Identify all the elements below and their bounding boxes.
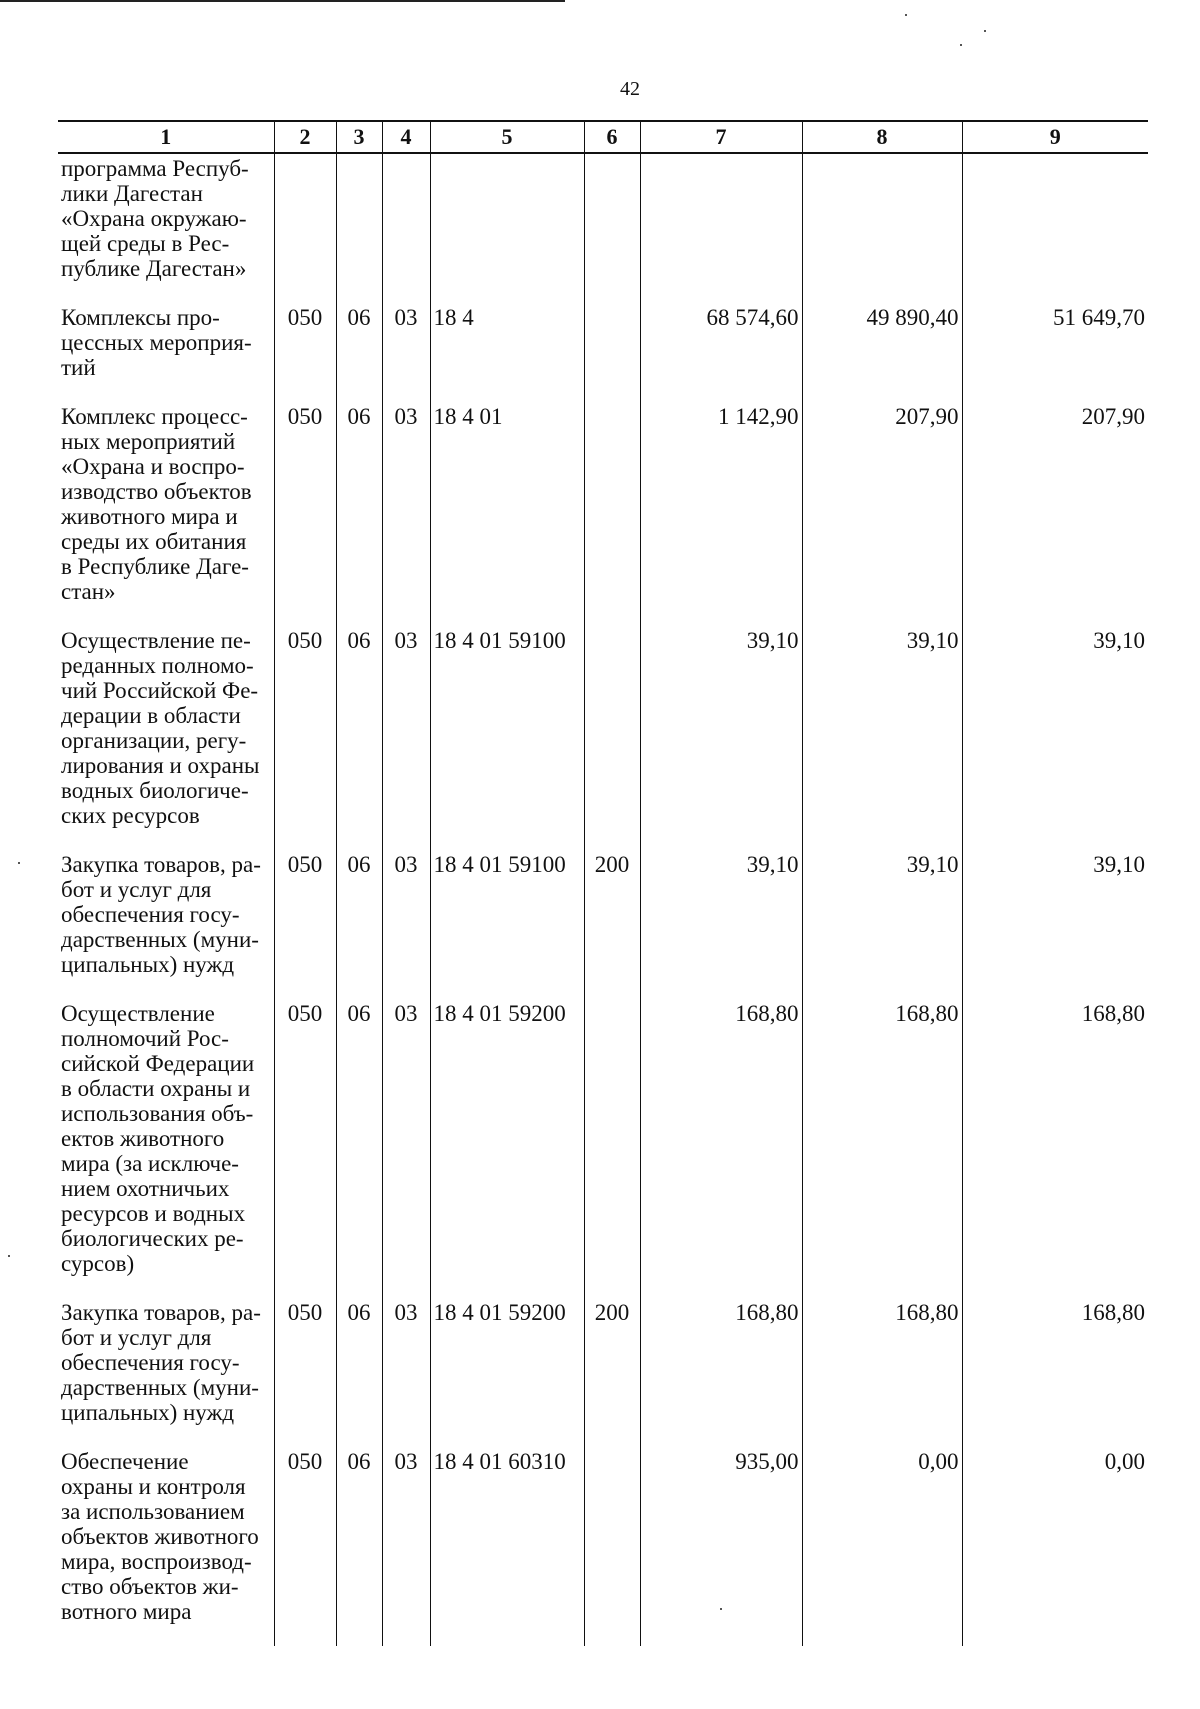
cell-c6 [584, 153, 640, 303]
table-body [58, 153, 1148, 1646]
row-name-cell: Закупка товаров, ра- бот и услуг для обеспечения госу- дарственных (муни- ципальных) нужд [61, 1300, 261, 1425]
cell-c8: 49 890,40 [802, 303, 962, 402]
cell-c2: 050 [274, 1298, 336, 1447]
cell-c3: 06 [336, 850, 382, 999]
cell-c9: 39,10 [962, 626, 1148, 850]
cell-c2: 050 [274, 850, 336, 999]
row-name-cell: программа Респуб- лики Дагестан «Охрана окружаю- щей среды в Рес- публике Дагестан» [61, 156, 249, 281]
table-row [58, 999, 1148, 1298]
cell-c4: 03 [382, 626, 430, 850]
cell-c8: 207,90 [802, 402, 962, 626]
cell-c7: 168,80 [640, 1298, 802, 1447]
cell-c4 [382, 153, 430, 303]
budget-table [58, 120, 1148, 1646]
cell-c2: 050 [274, 303, 336, 402]
header-cell: 7 [640, 121, 802, 153]
cell-c5: 18 4 01 59100 [430, 850, 584, 999]
cell-c4: 03 [382, 999, 430, 1298]
scan-speck [720, 1608, 722, 1610]
cell-c8: 39,10 [802, 626, 962, 850]
cell-c3: 06 [336, 999, 382, 1298]
row-name-cell: Комплекс процесс- ных мероприятий «Охрана и воспро- изводство объектов животного мира и среды их обитания в Республике Даге- стан» [61, 404, 252, 604]
cell-c3: 06 [336, 626, 382, 850]
scan-speck [984, 30, 986, 32]
cell-c4: 03 [382, 850, 430, 999]
cell-c8: 168,80 [802, 1298, 962, 1447]
cell-c9: 39,10 [962, 850, 1148, 999]
cell-c6 [584, 626, 640, 850]
cell-c6: 200 [584, 850, 640, 999]
cell-c3: 06 [336, 1447, 382, 1646]
header-cell: 4 [382, 121, 430, 153]
cell-c9: 168,80 [962, 999, 1148, 1298]
cell-c8 [802, 153, 962, 303]
cell-c5 [430, 153, 584, 303]
table-row [58, 626, 1148, 850]
cell-c2: 050 [274, 1447, 336, 1646]
header-cell: 5 [430, 121, 584, 153]
scan-edge-line [0, 0, 565, 2]
cell-c7: 39,10 [640, 626, 802, 850]
cell-c7: 39,10 [640, 850, 802, 999]
header-cell: 9 [962, 121, 1148, 153]
header-cell: 3 [336, 121, 382, 153]
header-cell: 2 [274, 121, 336, 153]
row-name-cell: Комплексы про- цессных мероприя- тий [61, 305, 252, 380]
cell-c9: 51 649,70 [962, 303, 1148, 402]
table-row [58, 303, 1148, 402]
scan-speck [905, 14, 907, 16]
cell-c5: 18 4 01 59200 [430, 999, 584, 1298]
table-row [58, 402, 1148, 626]
cell-c5: 18 4 01 59200 [430, 1298, 584, 1447]
scan-speck [18, 862, 20, 864]
row-name-cell: Осуществление пе- реданных полномо- чий Российской Фе- дерации в области организации, регу- лирования и охраны водных биологиче- ских ресурсов [61, 628, 260, 828]
cell-c6 [584, 303, 640, 402]
header-cell: 8 [802, 121, 962, 153]
header-cell: 6 [584, 121, 640, 153]
cell-c4: 03 [382, 1447, 430, 1646]
cell-c5: 18 4 01 [430, 402, 584, 626]
cell-c4: 03 [382, 303, 430, 402]
cell-c7: 168,80 [640, 999, 802, 1298]
cell-c3 [336, 153, 382, 303]
table-row [58, 850, 1148, 999]
cell-c5: 18 4 01 59100 [430, 626, 584, 850]
cell-c6 [584, 1447, 640, 1646]
cell-c5: 18 4 [430, 303, 584, 402]
header-cell: 1 [58, 121, 274, 153]
page-number: 42 [620, 78, 640, 100]
cell-c6 [584, 402, 640, 626]
table-row [58, 153, 1148, 303]
cell-c2: 050 [274, 402, 336, 626]
table-row [58, 1447, 1148, 1646]
cell-c8: 168,80 [802, 999, 962, 1298]
cell-c9: 0,00 [962, 1447, 1148, 1646]
cell-c4: 03 [382, 402, 430, 626]
cell-c8: 0,00 [802, 1447, 962, 1646]
cell-c7: 1 142,90 [640, 402, 802, 626]
cell-c7 [640, 153, 802, 303]
header-row [58, 121, 1148, 153]
cell-c3: 06 [336, 303, 382, 402]
row-name-cell: Закупка товаров, ра- бот и услуг для обеспечения госу- дарственных (муни- ципальных) нужд [61, 852, 261, 977]
cell-c9 [962, 153, 1148, 303]
scan-speck [960, 44, 962, 46]
cell-c6 [584, 999, 640, 1298]
cell-c6: 200 [584, 1298, 640, 1447]
cell-c9: 207,90 [962, 402, 1148, 626]
cell-c3: 06 [336, 402, 382, 626]
scan-speck [8, 1255, 10, 1257]
cell-c2: 050 [274, 626, 336, 850]
cell-c3: 06 [336, 1298, 382, 1447]
cell-c5: 18 4 01 60310 [430, 1447, 584, 1646]
cell-c4: 03 [382, 1298, 430, 1447]
row-name-cell: Осуществление полномочий Рос- сийской Федерации в области охраны и использования объ- ектов животного мира (за исключе- нием охотничьих ресурсов и водных биологических ре- сурсов) [61, 1001, 255, 1276]
cell-c2: 050 [274, 999, 336, 1298]
cell-c7: 935,00 [640, 1447, 802, 1646]
cell-c2 [274, 153, 336, 303]
table-row [58, 1298, 1148, 1447]
cell-c7: 68 574,60 [640, 303, 802, 402]
cell-c9: 168,80 [962, 1298, 1148, 1447]
cell-c8: 39,10 [802, 850, 962, 999]
row-name-cell: Обеспечение охраны и контроля за использованием объектов животного мира, воспроизвод- ство объектов жи- вотного мира [61, 1449, 259, 1624]
